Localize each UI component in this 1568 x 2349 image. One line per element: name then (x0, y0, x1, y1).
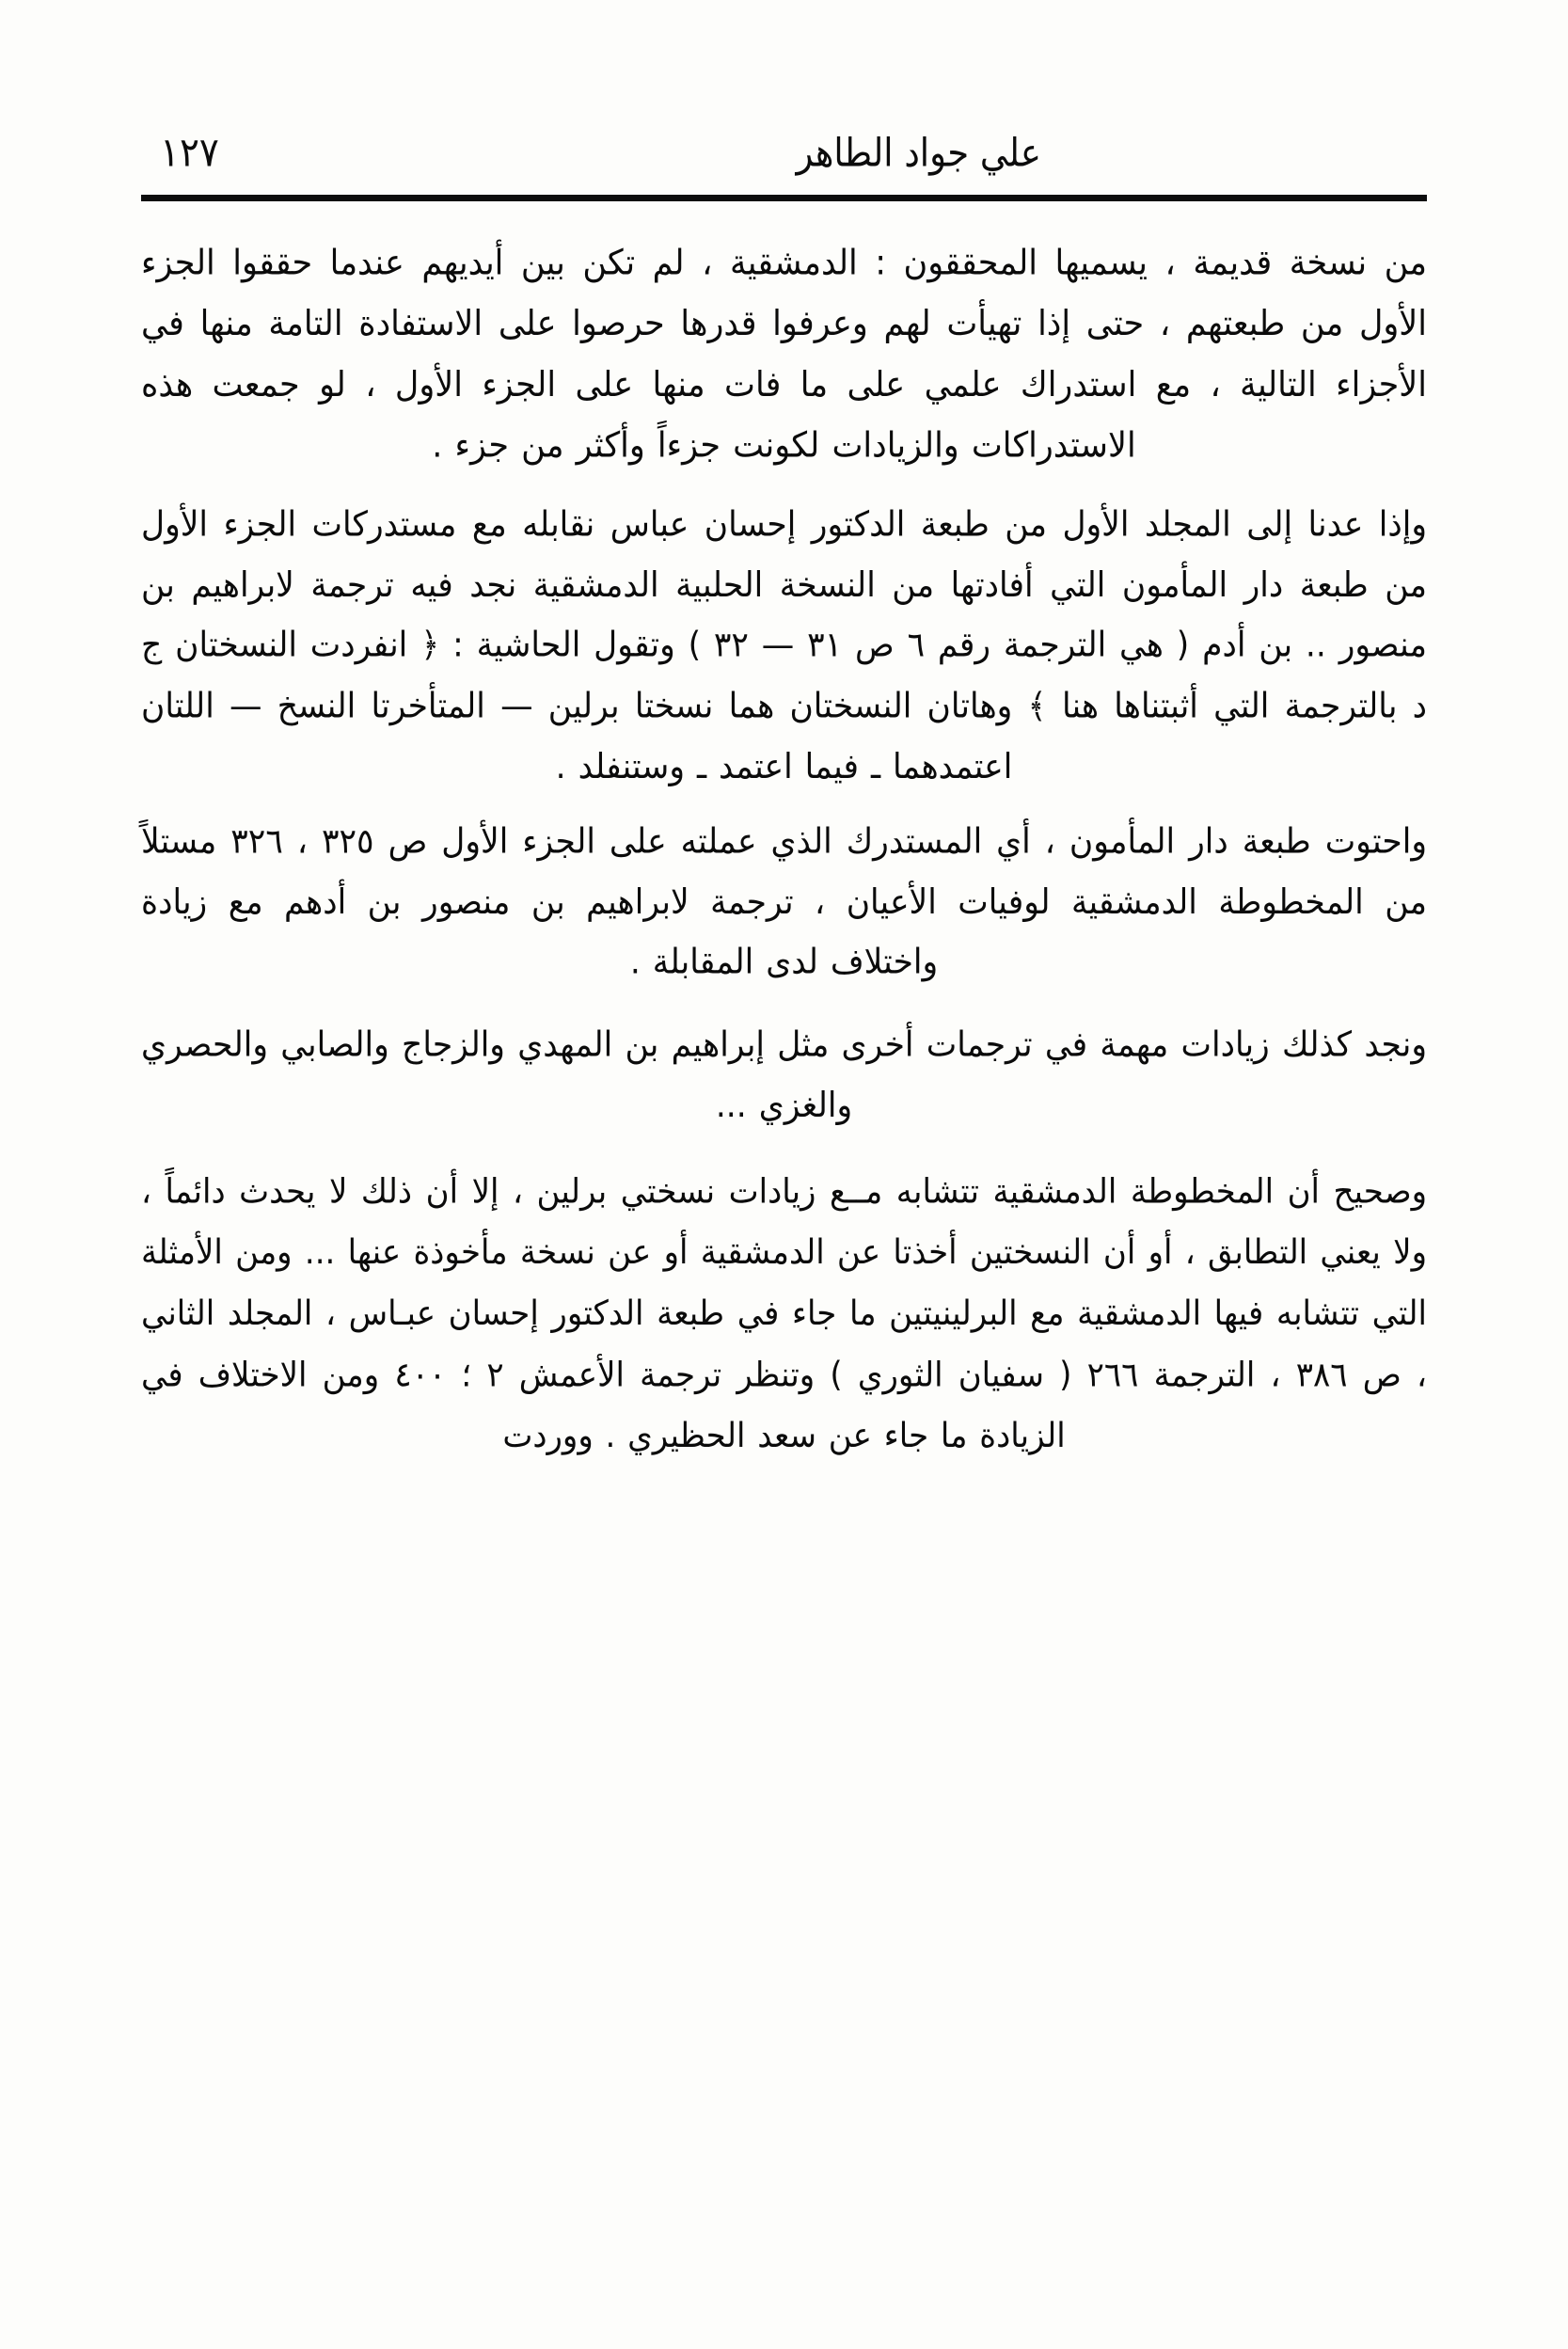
paragraph: وإذا عدنا إلى المجلد الأول من طبعة الدكتور إحسان عباس نقابله مع مستدركات الجزء الأول من طبعة دار المأمون التي أفادتها من النسخة الحلبية الدمشقية نجد فيه ترجمة لابراهيم بن منصور .. بن أدم ( هي الترجمة رقم ٦ ص ٣١ — ٣٢ ) وتقول الحاشية : ﴿ انفردت النسختان ج د بالترجمة التي أثبتناها هنا ﴾ وهاتان النسختان هما نسختا برلين — المتأخرتا النسخ — اللتان اعتمدهما ـ فيما اعتمد ـ وستنفلد . (141, 504, 1427, 787)
paragraph: من نسخة قديمة ، يسميها المحققون : الدمشقية ، لم تكن بين أيديهم عندما حققوا الجزء الأول من طبعتهم ، حتى إذا تهيأت لهم وعرفوا قدرها حرصوا على الاستفادة التامة منها في الأجزاء التالية ، مع استدراك علمي على ما فات منها على الجزء الأول ، لو جمعت هذه الاستدراكات والزيادات لكونت جزءاً وأكثر من جزء . (141, 243, 1427, 466)
page-content (141, 129, 1427, 2293)
header-rule (141, 195, 1427, 201)
page-header (141, 129, 1427, 177)
paragraph: واحتوت طبعة دار المأمون ، أي المستدرك الذي عملته على الجزء الأول ص ٣٢٥ ، ٣٢٦ مستلاً من المخطوطة الدمشقية لوفيات الأعيان ، ترجمة لابراهيم بن منصور بن أدهم مع زيادة واختلاف لدى المقابلة . (141, 821, 1427, 983)
page-body (141, 233, 1427, 1456)
paragraph: وصحيح أن المخطوطة الدمشقية تتشابه مــع زيادات نسختي برلين ، إلا أن ذلك لا يحدث دائماً ، ولا يعني التطابق ، أو أن النسختين أخذتا عن الدمشقية أو عن نسخة مأخوذة عنها ... ومن الأمثلة التي تتشابه فيها الدمشقية مع البرلينيتين ما جاء في طبعة الدكتور إحسان عبـاس ، المجلد الثاني ، ص ٣٨٦ ، الترجمة ٢٦٦ ( سفيان الثوري ) وتنظر ترجمة الأعمش ٢ ؛ ٤٠٠ ومن الاختلاف في الزيادة ما جاء عن سعد الحظيري . ووردت (141, 1171, 1427, 1456)
paragraph: ونجد كذلك زيادات مهمة في ترجمات أخرى مثل إبراهيم بن المهدي والزجاج والصابي والحصري والغزي ... (141, 1024, 1427, 1126)
page-number: ١٢٧ (160, 129, 219, 177)
running-title: علي جواد الطاهر (796, 130, 1041, 176)
